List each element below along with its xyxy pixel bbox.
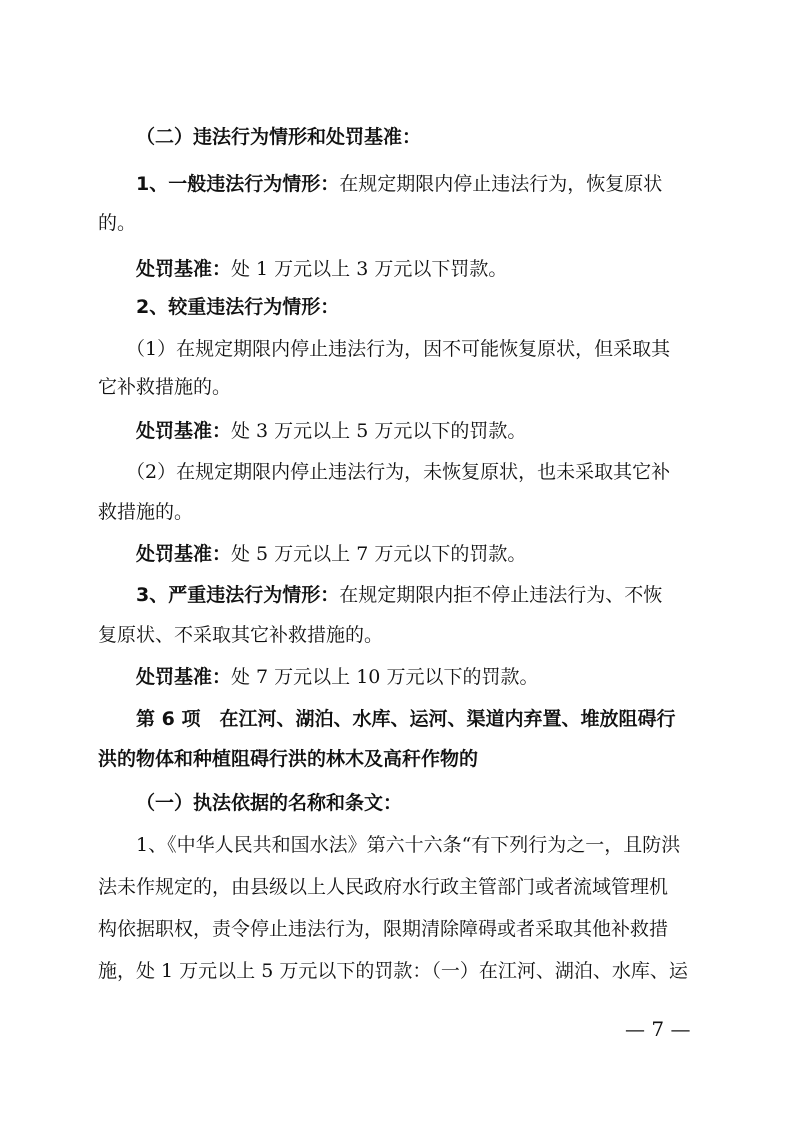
serious-case-2-penalty-text: 处 5 万元以上 7 万元以下的罚款。 [231,543,527,565]
serious-violation-heading: 2、较重违法行为情形： [136,296,340,318]
penalty-label: 处罚基准： [136,666,232,688]
serious-case-2-text-cont: 救措施的。 [98,501,194,523]
law-article-text-2: 法未作规定的，由县级以上人民政府水行政主管部门或者流域管理机 [98,876,669,898]
serious-case-2-penalty-line [136,541,526,567]
penalty-label: 处罚基准： [136,258,232,280]
section-heading-legal-basis: （一）执法依据的名称和条文： [136,792,403,814]
general-violation-line [136,171,662,197]
item-6-title-cont: 洪的物体和种植阻碍行洪的林木及高秆作物的 [98,748,479,770]
severe-penalty-text: 处 7 万元以上 10 万元以下的罚款。 [231,666,539,688]
penalty-label: 处罚基准： [136,420,232,442]
general-penalty-line [136,256,507,282]
law-article-text-3: 构依据职权，责令停止违法行为，限期清除障碍或者采取其他补救措 [98,918,669,940]
severe-violation-label: 3、严重违法行为情形： [136,584,340,606]
serious-case-1-text-cont: 它补救措施的。 [98,376,232,398]
law-article-text-4: 施，处 1 万元以上 5 万元以下的罚款：（一）在江河、湖泊、水库、运 [98,960,688,982]
law-article-text: 1、《中华人民共和国水法》第六十六条“有下列行为之一，且防洪 [136,834,681,856]
general-violation-text: 在规定期限内停止违法行为，恢复原状 [339,173,663,195]
serious-case-1-penalty-line [136,418,526,444]
general-violation-label: 1、一般违法行为情形： [136,173,340,195]
general-penalty-text: 处 1 万元以上 3 万元以下罚款。 [231,258,508,280]
general-violation-text-cont: 的。 [98,212,137,234]
severe-violation-text: 在规定期限内拒不停止违法行为、不恢 [339,584,663,606]
severe-penalty-line [136,664,538,690]
section-heading-penalty-standard: （二）违法行为情形和处罚基准： [136,126,422,148]
severe-violation-line [136,582,662,608]
page-number: — 7 — [625,1017,691,1041]
serious-case-1-penalty-text: 处 3 万元以上 5 万元以下的罚款。 [231,420,527,442]
severe-violation-text-cont: 复原状、不采取其它补救措施的。 [98,624,384,646]
penalty-label: 处罚基准： [136,543,232,565]
serious-case-1-text: （1）在规定期限内停止违法行为，因不可能恢复原状，但采取其 [126,338,671,360]
serious-case-2-text: （2）在规定期限内停止违法行为，未恢复原状，也未采取其它补 [126,461,671,483]
item-6-title: 第 6 项 在江河、湖泊、水库、运河、渠道内弃置、堆放阻碍行 [136,708,676,730]
